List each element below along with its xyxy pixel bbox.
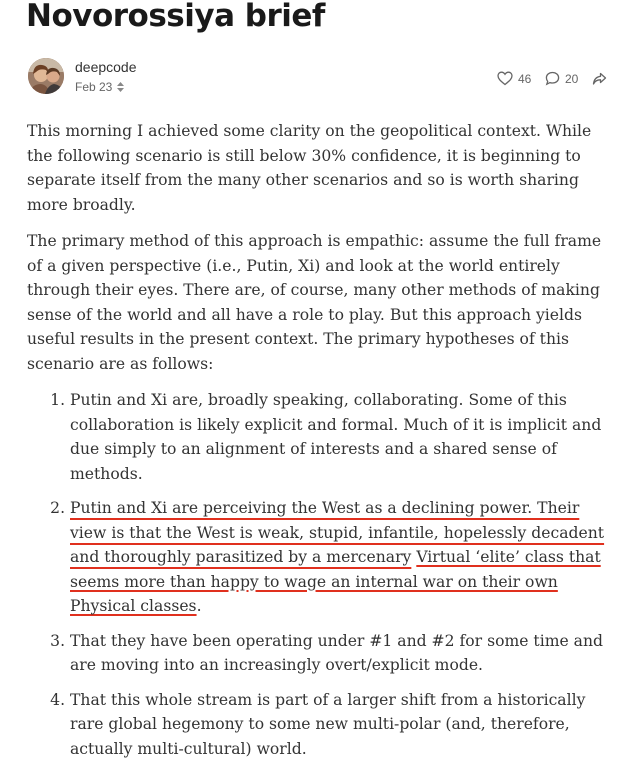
- post-title: Novorossiya brief: [26, 0, 325, 34]
- list-item-end: .: [196, 597, 202, 615]
- list-item: 1. Putin and Xi are, broadly speaking, collaborating. Some of this collaboration is likely explicit and formal. Much of it is implicit and due simply to an alignment of interests and a shared sense of methods.: [70, 388, 612, 486]
- paragraph-1: This morning I achieved some clarity on the geopolitical context. While the following scenario is still below 30% confidence, it is beginning to separate itself from the many other scenarios and so is worth sharing more broadly.: [27, 122, 592, 214]
- author-name[interactable]: deepcode: [75, 59, 137, 75]
- paragraph-2: The primary method of this approach is empathic: assume the full frame of a given perspective (i.e., Putin, Xi) and look at the world entirely through their eyes. There are, of course, many other methods of making sense of the world and all have a role to play. But this approach yields useful results in the present context. The primary hypotheses of this scenario are as follows:: [27, 232, 602, 373]
- list-item: 4. That this whole stream is part of a larger shift from a historically rare global hegemony to some new multi-polar (and, therefore, actually multi-cultural) world.: [70, 688, 612, 762]
- list-item: 3. That they have been operating under #1 and #2 for some time and are moving into an increasingly overt/explicit mode.: [70, 629, 612, 678]
- share-button[interactable]: [592, 72, 607, 91]
- post-date: [75, 80, 125, 94]
- post-date-label: Feb 23: [75, 80, 113, 94]
- comment-count: 20: [565, 71, 579, 86]
- list-item: [70, 496, 612, 619]
- author-avatar[interactable]: [28, 58, 64, 94]
- sort-icon[interactable]: [116, 81, 125, 93]
- like-button[interactable]: [497, 71, 531, 86]
- comment-button[interactable]: [545, 71, 578, 86]
- heart-icon: [497, 71, 513, 86]
- post-body: [27, 119, 612, 771]
- hypotheses-list: [27, 388, 612, 761]
- like-count: 46: [518, 71, 532, 86]
- highlighted-text: Putin and Xi are perceiving the West as a declining power. Their view is that the West is weak, stupid, infantile, hopelessly decadent and thoroughly parasitized by a mercenary: [70, 499, 605, 566]
- virtual-elite-link[interactable]: Virtual ‘elite’ class that seems more than happy to wage an internal war on their own Physical classes: [70, 548, 601, 615]
- share-icon: [592, 73, 607, 90]
- comment-icon: [545, 71, 560, 86]
